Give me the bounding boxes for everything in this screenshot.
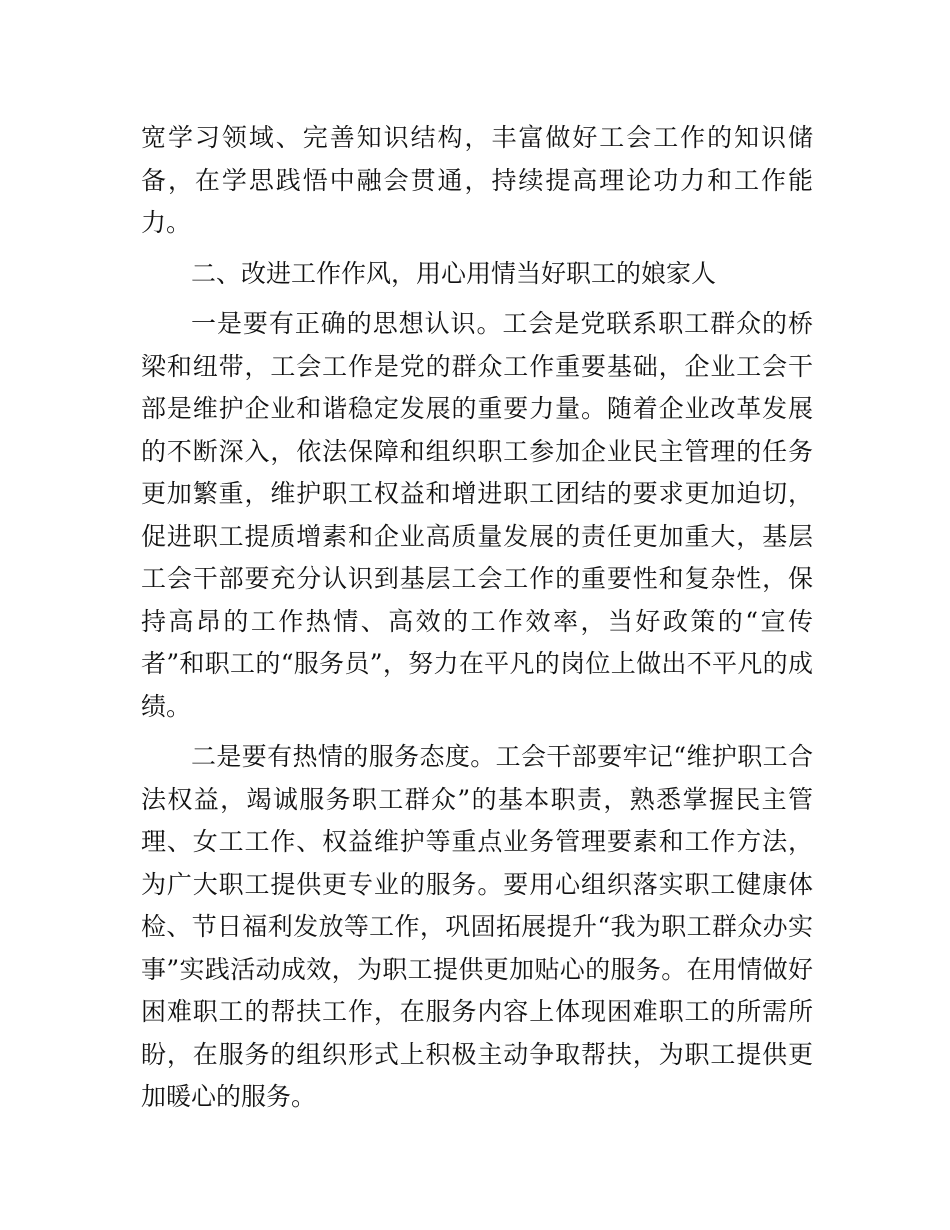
section-heading: 二、改进工作作风，用心用情当好职工的娘家人 <box>191 258 717 288</box>
document-body <box>141 117 813 1127</box>
paragraph-continuation: 宽学习领域、完善知识结构，丰富做好工会工作的知识储备，在学思践悟中融会贯通，持续提高理论功力和工作能力。 <box>141 123 813 237</box>
paragraph-correct-understanding: 一是要有正确的思想认识。工会是党联系职工群众的桥梁和纽带，工会工作是党的群众工作重要基础，企业工会干部是维护企业和谐稳定发展的重要力量。随着企业改革发展的不断深入，依法保障和组织职工参加企业民主管理的任务更加繁重，维护职工权益和增进职工团结的要求更加迫切，促进职工提质增素和企业高质量发展的责任更加重大，基层工会干部要充分认识到基层工会工作的重要性和复杂性，保持高昂的工作热情、高效的工作效率，当好政策的“宣传者”和职工的“服务员”，努力在平凡的岗位上做出不平凡的成绩。 <box>141 309 813 721</box>
paragraph-service-attitude: 二是要有热情的服务态度。工会干部要牢记“维护职工合法权益，竭诚服务职工群众”的基本职责，熟悉掌握民主管理、女工工作、权益维护等重点业务管理要素和工作方法，为广大职工提供更专业的服务。要用心组织落实职工健康体检、节日福利发放等工作，巩固拓展提升“我为职工群众办实事”实践活动成效，为职工提供更加贴心的服务。在用情做好困难职工的帮扶工作，在服务内容上体现困难职工的所需所盼，在服务的组织形式上积极主动争取帮扶，为职工提供更加暖心的服务。 <box>141 742 813 1111</box>
